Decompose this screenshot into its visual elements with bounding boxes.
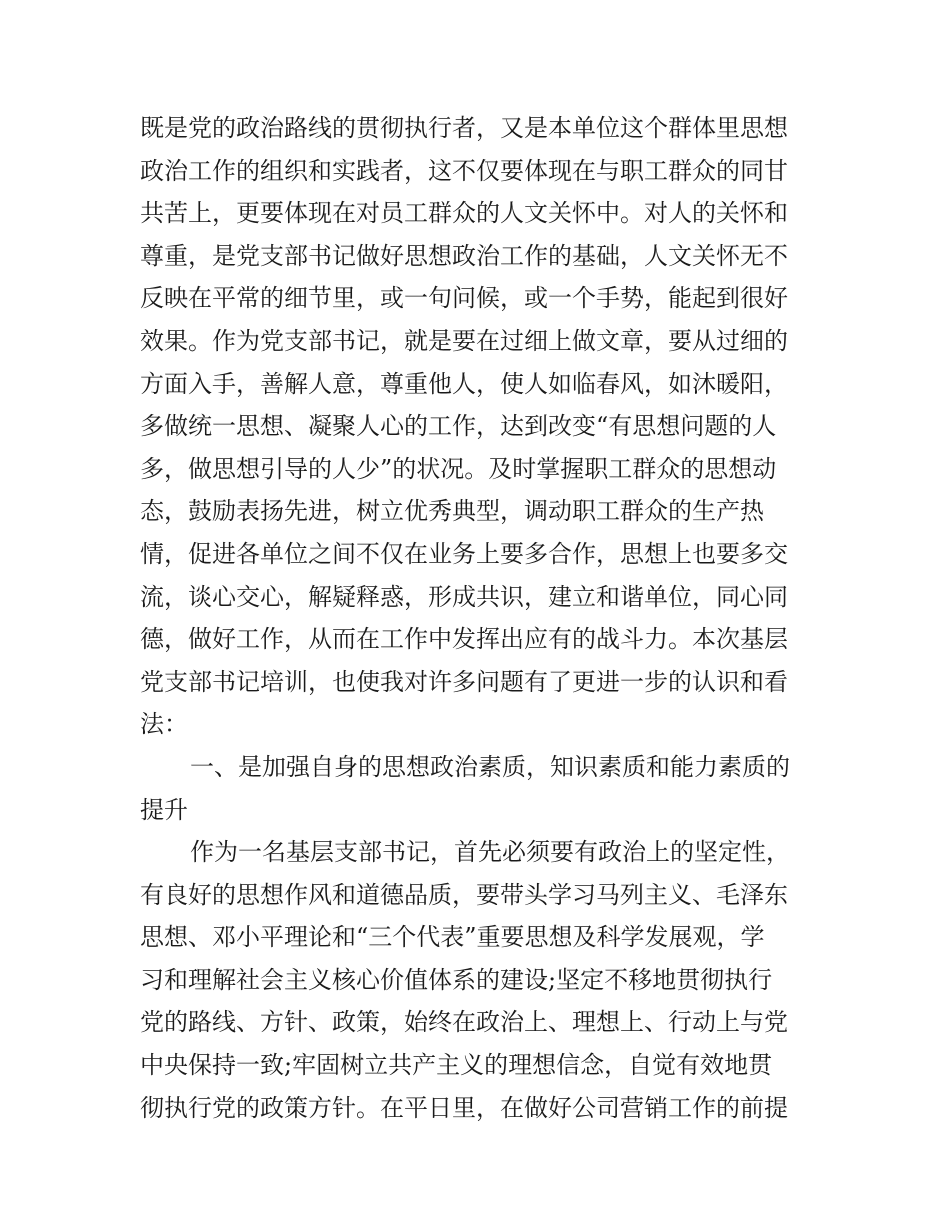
text-line: 多，做思想引导的人少”的状况。及时掌握职工群众的思想动: [140, 454, 777, 483]
text-line: 有良好的思想作风和道德品质，要带头学习马列主义、毛泽东: [140, 880, 788, 909]
text-line: 尊重，是党支部书记做好思想政治工作的基础，人文关怀无不: [140, 241, 788, 270]
text-line: 思想、邓小平理论和“三个代表”重要思想及科学发展观，学: [140, 923, 765, 952]
text-line: 流，谈心交心，解疑释惑，形成共识，建立和谐单位，同心同: [140, 582, 788, 611]
text-line: 提升: [140, 795, 188, 824]
text-line: 既是党的政治路线的贯彻执行者，又是本单位这个群体里思想: [140, 114, 788, 142]
text-line: 作为一名基层支部书记，首先必须要有政治上的坚定性，: [190, 838, 790, 867]
text-line: 德，做好工作，从而在工作中发挥出应有的战斗力。本次基层: [140, 625, 788, 654]
text-line: 一、是加强自身的思想政治素质，知识素质和能力素质的: [190, 752, 790, 781]
text-line: 党支部书记培训，也使我对许多问题有了更进一步的认识和看: [140, 667, 788, 696]
text-line: 习和理解社会主义核心价值体系的建设;坚定不移地贯彻执行: [140, 965, 773, 994]
text-line: 共苦上，更要体现在对员工群众的人文关怀中。对人的关怀和: [140, 199, 788, 228]
text-line: 反映在平常的细节里，或一句问候，或一个手势，能起到很好: [140, 284, 788, 313]
text-line: 法：: [140, 710, 188, 739]
text-line: 政治工作的组织和实践者，这不仅要体现在与职工群众的同甘: [140, 156, 788, 185]
text-line: 情，促进各单位之间不仅在业务上要多合作，思想上也要多交: [140, 539, 788, 568]
text-line: 多做统一思想、凝聚人心的工作，达到改变“有思想问题的人: [140, 412, 777, 441]
text-line: 方面入手，善解人意，尊重他人，使人如临春风，如沐暖阳，: [140, 369, 788, 398]
document-body: [140, 107, 820, 1129]
text-line: 彻执行党的政策方针。在平日里，在做好公司营销工作的前提: [140, 1093, 788, 1122]
text-line: 党的路线、方针、政策，始终在政治上、理想上、行动上与党: [140, 1008, 788, 1037]
text-line: 中央保持一致;牢固树立共产主义的理想信念，自觉有效地贯: [140, 1051, 773, 1080]
text-line: 效果。作为党支部书记，就是要在过细上做文章，要从过细的: [140, 326, 788, 355]
text-line: 态，鼓励表扬先进，树立优秀典型，调动职工群众的生产热: [140, 497, 764, 526]
